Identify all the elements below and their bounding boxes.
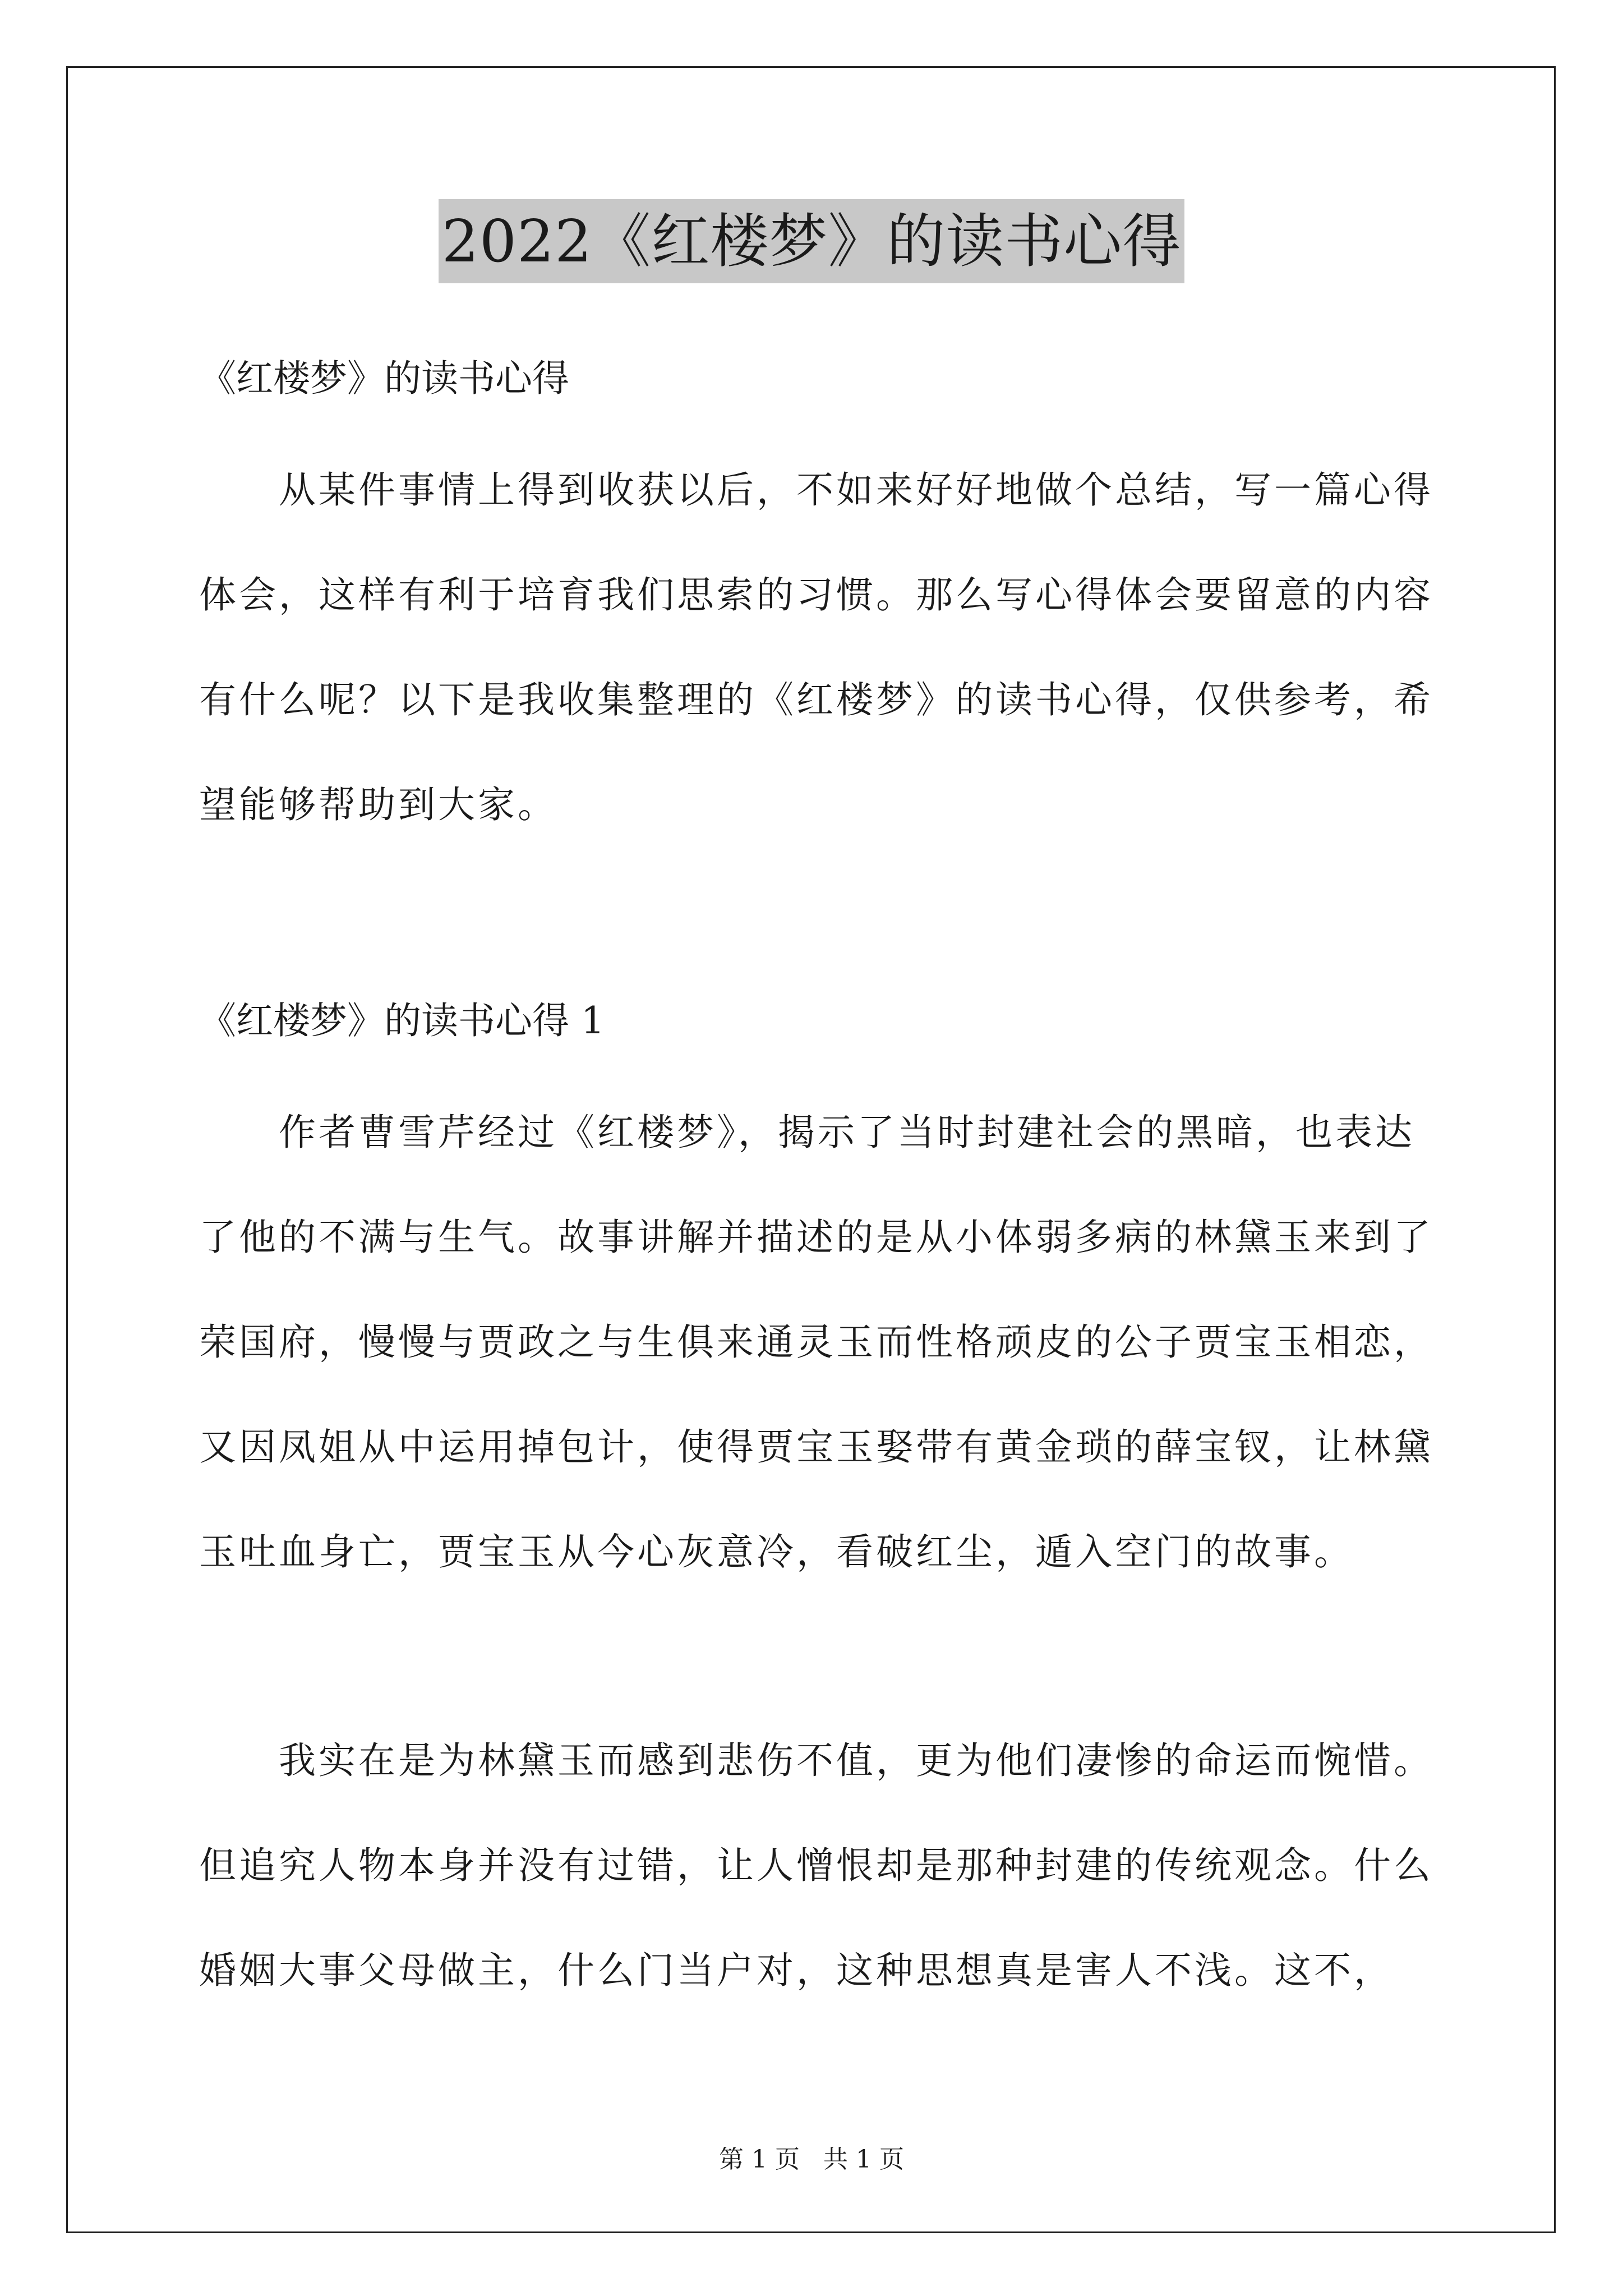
section-1-paragraph-1: 作者曹雪芹经过《红楼梦》，揭示了当时封建社会的黑暗，也表达了他的不满与生气。故事讲解并描述的是从小体弱多病的林黛玉来到了荣国府，慢慢与贾政之与生俱来通灵玉而性格顽皮的公子贾宝玉相恋，又因凤姐从中运用掉包计，使得贾宝玉娶带有黄金琐的薛宝钗，让林黛玉吐血身亡，贾宝玉从今心灰意冷，看破红尘，遁入空门的故事。 <box>199 1111 1433 1573</box>
title-container <box>0 199 1623 283</box>
document-title: 2022《红楼梦》的读书心得 <box>439 199 1185 283</box>
section-1-paragraph-2: 我实在是为林黛玉而感到悲伤不值，更为他们凄惨的命运而惋惜。但追究人物本身并没有过错，让人憎恨却是那种封建的传统观念。什么婚姻大事父母做主，什么门当户对，这种思想真是害人不浅。这不， <box>199 1739 1433 1992</box>
page-total: 共 1 页 <box>823 2145 904 2174</box>
intro-paragraph: 从某件事情上得到收获以后，不如来好好地做个总结，写一篇心得体会，这样有利于培育我们思索的习惯。那么写心得体会要留意的内容有什么呢？以下是我收集整理的《红楼梦》的读书心得，仅供参考，希望能够帮助到大家。 <box>199 468 1433 826</box>
page-footer <box>0 2143 1623 2177</box>
intro-heading: 《红楼梦》的读书心得 <box>199 357 569 400</box>
page-number: 第 1 页 <box>719 2145 800 2174</box>
section-1-heading: 《红楼梦》的读书心得 1 <box>199 999 605 1042</box>
